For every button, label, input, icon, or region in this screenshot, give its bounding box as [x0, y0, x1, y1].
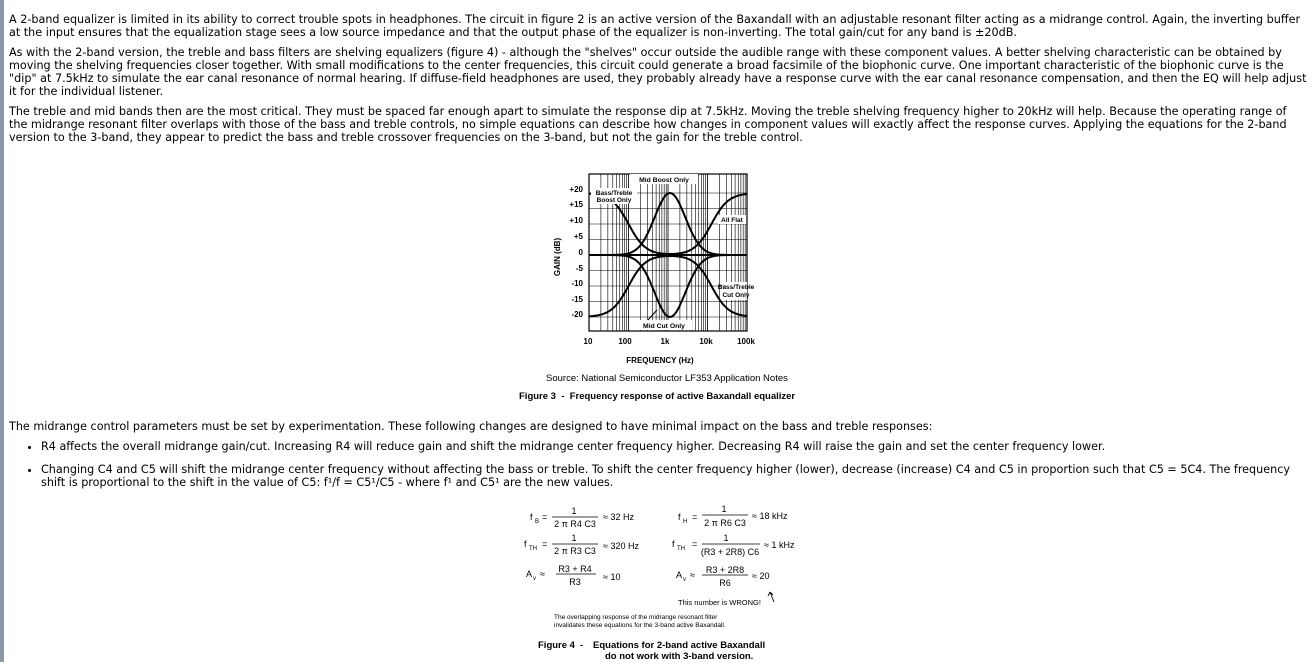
eq-av-val: ≈ 10	[603, 572, 621, 582]
eq-fth-lhs: f	[524, 539, 527, 549]
annotation-bass-treble-cut: Cut Only	[722, 292, 750, 299]
y-tick: +10	[569, 216, 583, 225]
eq-sign: ≈	[540, 569, 545, 579]
eq-fh-den: 2 π R6 C3	[704, 518, 746, 528]
annotation-bass-treble-boost: Bass/Treble	[595, 190, 633, 197]
eq-sign: =	[692, 539, 698, 549]
x-tick: 10k	[699, 337, 713, 346]
overlap-note: The overlapping response of the midrange resonant filter	[554, 614, 718, 621]
eq-av2-num: R3 + 2R8	[705, 565, 745, 575]
annotation-mid-boost: Mid Boost Only	[639, 177, 689, 184]
overlap-note: invalidates these equations for the 3-band active Baxandall.	[554, 622, 726, 629]
midrange-section	[9, 420, 1307, 499]
paragraph-3: The treble and mid bands then are the most critical. They must be spaced far enough apart to simulate the response dip at 7.5kHz. Moving the treble shelving frequency higher to 20kHz will help. Because the operating range of the midrange resonant filter overlaps with those of the bass and treble controls, no simple equations can describe how changes in component values will exactly affect the response curves. Applying the equations for the 2-band version to the 3-band, they appear to predict the bass and treble crossover frequencies on the 3-band, but not the gain for the treble control.	[9, 105, 1287, 144]
y-tick: +15	[569, 200, 583, 209]
y-tick: -20	[571, 310, 583, 319]
eq-av-sub: v	[533, 576, 536, 582]
eq-sign: ≈	[690, 570, 695, 580]
eq-fth2-num: 1	[723, 533, 729, 543]
list-item: • R4 affects the overall midrange gain/cut. Increasing R4 will reduce gain and shift the midrange center frequency higher. Decreasing R4 will raise the gain and set the center frequency lower.	[41, 440, 1307, 454]
eq-sign: =	[542, 539, 548, 549]
eq-av-den: R3	[569, 577, 581, 587]
paragraph-2: As with the 2-band version, the treble and bass filters are shelving equalizers (figure 4) - although the "shelves" occur outside the audible range with these component values. A better shelving characteristic can be obtained by moving the shelving frequencies closer together. With small modifications to the center frequencies, this circuit could generate a broad facsimile of the biophonic curve. One important characteristic of the biophonic curve is the "dip" at 7.5kHz to simulate the ear canal resonance of normal hearing. If diffuse-field headphones are used, they probably already have a response curve with the ear canal resonance compensation, and then the EQ will help adjust it for the individual listener.	[9, 46, 1307, 98]
eq-fb-sub: B	[535, 519, 540, 525]
y-tick: +5	[573, 232, 583, 241]
article-body	[9, 13, 1307, 151]
annotation-all-flat: All Flat	[721, 217, 743, 224]
list-item: • Changing C4 and C5 will shift the midrange center frequency without affecting the bass or treble. To shift the center frequency higher (lower), decrease (increase) C4 and C5 in proportion such that C5 = 5C4. The frequency shift is proportional to the shift in the value of C5: f¹/f = C5¹/C5 - where f¹ and C5¹ are the new values.	[41, 463, 1307, 490]
figure-3-caption	[519, 391, 795, 402]
y-tick: -10	[571, 279, 583, 288]
eq-fh-num: 1	[721, 504, 727, 514]
eq-fb-num: 1	[571, 506, 577, 516]
eq-fth-sub: TH	[529, 546, 537, 552]
figure-4	[520, 502, 820, 662]
eq-fh-sub: H	[683, 519, 688, 525]
midrange-intro: The midrange control parameters must be set by experimentation. These following changes are designed to have minimal impact on the bass and treble responses:	[9, 420, 933, 433]
figure-3	[520, 172, 820, 402]
eq-av2-sub: v	[683, 577, 686, 583]
annotation-bass-treble-boost: Boost Only	[596, 197, 632, 204]
x-axis-label: FREQUENCY (Hz)	[626, 356, 694, 365]
x-tick: 10	[583, 337, 593, 346]
eq-fth2-den: (R3 + 2R8) C6	[700, 547, 760, 557]
y-tick-labels	[569, 185, 583, 319]
eq-av2-den: R6	[719, 578, 731, 588]
frequency-response-graph	[520, 172, 820, 372]
eq-fth2-sub: TH	[677, 546, 685, 552]
figure-4-caption-line2: do not work with 3-band version.	[605, 651, 754, 662]
y-axis-label: GAIN (dB)	[553, 237, 562, 277]
x-tick: 1k	[660, 337, 670, 346]
eq-fth-val: ≈ 320 Hz	[603, 541, 639, 551]
equations-image	[520, 502, 820, 662]
figure-4-caption-number: Figure 4	[538, 640, 575, 651]
y-tick: -5	[575, 264, 583, 273]
y-tick: 0	[578, 248, 583, 257]
caption-separator: -	[580, 640, 584, 651]
eq-fh-val: ≈ 18 kHz	[752, 511, 788, 521]
paragraph-1: A 2-band equalizer is limited in its ability to correct trouble spots in headphones. The circuit in figure 2 is an active version of the Baxandall with an adjustable resonant filter acting as a midrange control. Again, the inverting buffer at the input ensures that the equalization stage sees a low source impedance and that the output phase of the equalizer is non-inverting. The total gain/cut for any band is ±20dB.	[9, 13, 1301, 39]
x-tick-labels	[584, 337, 756, 346]
annotation-bass-treble-cut: Bass/Treble	[717, 284, 755, 291]
eq-fth-den: 2 π R3 C3	[554, 546, 596, 556]
figure-3-source: Source: National Semiconductor LF353 Application Notes	[546, 373, 788, 384]
midrange-list	[9, 440, 1307, 490]
eq-av2-val: ≈ 20	[752, 571, 770, 581]
eq-fb-den: 2 π R4 C3	[554, 519, 596, 529]
x-tick: 100k	[737, 337, 755, 346]
wrong-note: This number is WRONG!	[678, 598, 761, 607]
caption-separator: -	[558, 391, 568, 402]
y-tick: -15	[571, 295, 583, 304]
eq-av-lhs: A	[526, 569, 533, 579]
figure-3-caption-number: Figure 3	[519, 391, 556, 402]
left-border-strip	[0, 0, 4, 662]
eq-av2-lhs: A	[676, 570, 683, 580]
y-tick: +20	[569, 185, 583, 194]
figure-4-caption-line1: Equations for 2-band active Baxandall	[593, 640, 766, 651]
eq-fb-val: ≈ 32 Hz	[603, 512, 634, 522]
eq-av-num: R3 + R4	[558, 564, 592, 574]
eq-fb-lhs: f	[530, 512, 533, 522]
eq-fh-lhs: f	[678, 512, 681, 522]
annotation-mid-cut: Mid Cut Only	[643, 323, 685, 330]
eq-sign: =	[542, 512, 548, 522]
eq-fth2-val: ≈ 1 kHz	[764, 540, 795, 550]
eq-fth2-lhs: f	[672, 539, 675, 549]
eq-fth-num: 1	[571, 533, 577, 543]
arrow-icon	[768, 592, 774, 602]
eq-sign: =	[692, 512, 698, 522]
figure-3-caption-text: Frequency response of active Baxandall equalizer	[569, 391, 796, 402]
x-tick: 100	[618, 337, 632, 346]
